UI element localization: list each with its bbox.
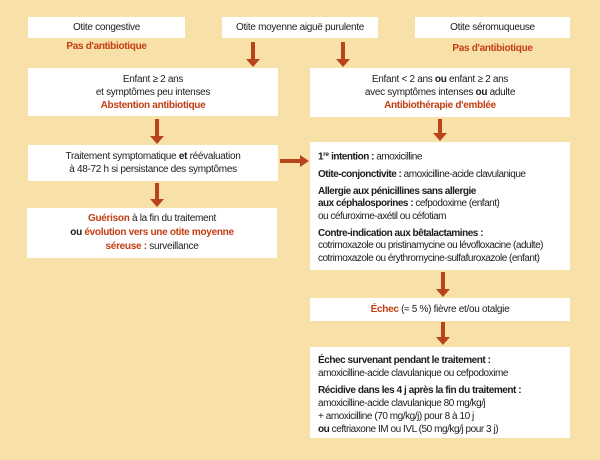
- text-line: amoxicilline-acide clavulanique 80 mg/kg/j: [318, 398, 486, 409]
- arrow-stem: [155, 119, 159, 136]
- arrow-head: [300, 155, 309, 167]
- arrow-stem: [251, 42, 255, 59]
- arrow-head: [336, 59, 350, 67]
- box-enfant-symptomes-intenses: [310, 68, 570, 117]
- text-line: aux céphalosporines : cefpodoxime (enfant): [318, 198, 500, 209]
- arrow-stem: [341, 42, 345, 59]
- box-otite-seromuqueuse: [415, 17, 570, 38]
- arrow-head: [436, 289, 450, 297]
- box-otite-moyenne-aigue-purulente: [222, 17, 378, 38]
- text-line: et symptômes peu intenses: [95, 86, 211, 98]
- text-line: amoxicilline-acide clavulanique ou cefpodoxime: [318, 368, 508, 379]
- down-arrow-purulente-to-left-icon: [246, 42, 260, 67]
- text-line: Enfant ≥ 2 ans: [122, 73, 184, 85]
- right-arrow-traitement-to-intention-icon: [280, 155, 309, 167]
- arrow-stem: [155, 183, 159, 199]
- down-arrow-traitement-to-guerison-icon: [150, 183, 164, 207]
- text-line: Récidive dans les 4 j après la fin du traitement :: [318, 385, 522, 396]
- text-line: ou céfuroxime-axétil ou céfotiam: [318, 210, 446, 222]
- down-arrow-antibiotherapie-to-intention-icon: [433, 119, 447, 141]
- arrow-stem: [280, 159, 301, 163]
- text-line: Otite-conjonctivite : amoxicilline-acide clavulanique: [318, 168, 526, 180]
- box-otite-congestive-label: Otite congestive: [73, 22, 140, 33]
- arrow-stem: [441, 322, 445, 337]
- text-line: séreuse : surveillance: [105, 241, 199, 252]
- text-line: Antibiothérapie d'emblée: [384, 100, 496, 111]
- text-line: cotrimoxazole ou pristinamycine ou lévofloxacine (adulte): [318, 240, 543, 251]
- box-echec-fievre-otalgie: [310, 298, 570, 321]
- arrow-head: [246, 59, 260, 67]
- box-enfant-symptomes-peu-intenses: [28, 68, 278, 116]
- box-otite-seromuqueuse-label: Otite séromuqueuse: [450, 22, 535, 33]
- box-traitement-symptomatique: [28, 145, 278, 181]
- text-line: avec symptômes intenses ou adulte: [364, 87, 516, 98]
- box-guerison-surveillance: [27, 208, 277, 258]
- box-premiere-intention-antibiotiques: [310, 142, 570, 270]
- text-line: Enfant < 2 ans ou enfant ≥ 2 ans: [371, 74, 509, 85]
- text-line: Guérison à la fin du traitement: [88, 213, 216, 224]
- down-arrow-abstention-to-traitement-icon: [150, 119, 164, 144]
- arrow-head: [433, 133, 447, 141]
- text-line: Allergie aux pénicillines sans allergie: [318, 185, 476, 197]
- text-line: à 48-72 h si persistance des symptômes: [69, 164, 237, 175]
- text-line: + amoxicilline (70 mg/kg/j) pour 8 à 10 j: [318, 411, 474, 422]
- arrow-head: [150, 136, 164, 144]
- box-echec-traitement-recidive: [310, 347, 570, 438]
- text-line: cotrimoxazole ou érythromycine-sulfafuroxazole (enfant): [318, 252, 540, 264]
- down-arrow-purulente-to-right-icon: [336, 42, 350, 67]
- down-arrow-intention-to-echec-icon: [436, 272, 450, 297]
- arrow-stem: [441, 272, 445, 289]
- text-line: Échec survenant pendant le traitement :: [318, 355, 491, 366]
- text-line: Contre-indication aux bêtalactamines :: [318, 227, 483, 239]
- text-line: Abstention antibiotique: [100, 99, 206, 111]
- text-line: ou ceftriaxone IM ou IVL (50 mg/kg/j pour 3 j): [318, 424, 499, 435]
- pas-antibiotique-left-label: Pas d'antibiotique: [66, 41, 147, 52]
- arrow-stem: [438, 119, 442, 133]
- text-line: ou évolution vers une otite moyenne: [70, 227, 234, 238]
- text-line: Échec (≈ 5 %) fièvre et/ou otalgie: [370, 304, 510, 315]
- box-otite-congestive: [28, 17, 185, 38]
- text-line: 1re intention : amoxicilline: [318, 151, 422, 163]
- text-line: Traitement symptomatique et réévaluation: [65, 151, 241, 162]
- box-otite-moyenne-aigue-purulente-label: Otite moyenne aiguë purulente: [235, 22, 365, 33]
- down-arrow-echec-to-recidive-icon: [436, 322, 450, 345]
- arrow-head: [436, 337, 450, 345]
- pas-antibiotique-right-label: Pas d'antibiotique: [452, 43, 533, 54]
- arrow-head: [150, 199, 164, 207]
